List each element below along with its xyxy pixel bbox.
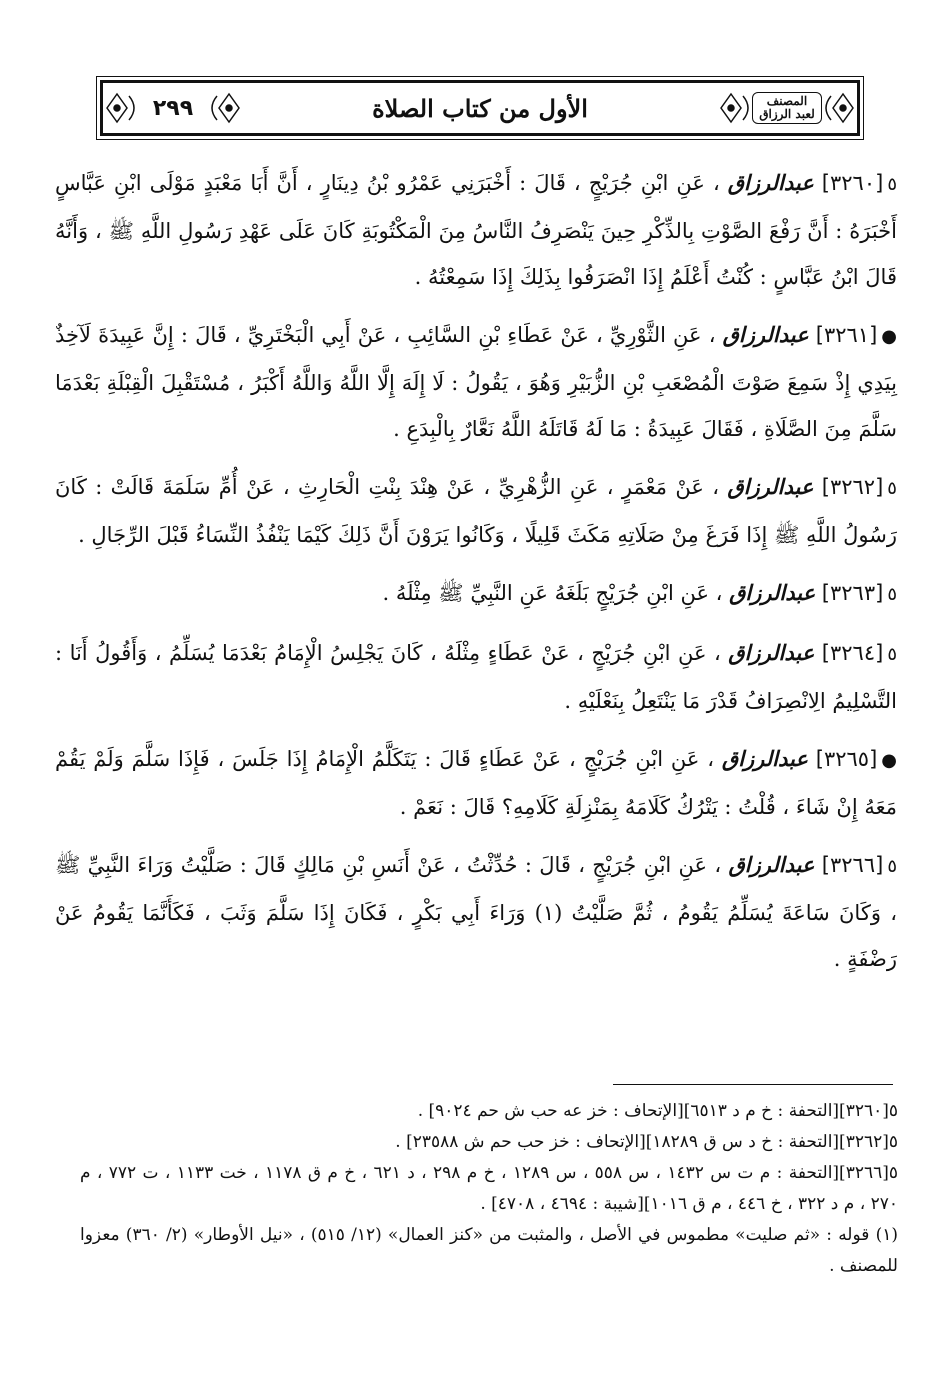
running-title: الأول من كتاب الصلاة: [372, 93, 588, 123]
footnote-divider: [613, 1084, 893, 1085]
hadith-entry: [55, 630, 897, 724]
hadith-number: [٣٢٦٣]: [821, 581, 884, 605]
hadith-text: ، عَنْ مَعْمَرٍ ، عَنِ الزُّهْرِيِّ ، عَنْ هِنْدَ بِنْتِ الْحَارِثِ ، عَنْ أُمِّ سَلَمَةَ قَالَتْ : كَانَ رَسُولُ اللَّهِ ﷺ إِذَا فَرَغَ مِنْ صَلَاتِهِ مَكَثَ قَلِيلًا ، وَكَانُوا يَرَوْنَ أَنَّ ذَلِكَ كَيْمَا يَنْفُذُ النِّسَاءُ قَبْلَ الرِّجَالِ .: [55, 475, 897, 547]
left-ornament: [103, 86, 243, 130]
hadith-text: ، عَنِ ابْنِ جُرَيْجٍ ، قَالَ : أَخْبَرَنِي عَمْرُو بْنُ دِينَارٍ ، أَنَّ أَبَا مَعْبَدٍ مَوْلَى ابْنِ عَبَّاسٍ أَخْبَرَهُ : أَنَّ رَفْعَ الصَّوْتِ بِالذِّكْرِ حِينَ يَنْصَرِفُ النَّاسُ مِنَ الْمَكْتُوبَةِ كَانَ عَلَى عَهْدِ رَسُولِ اللَّهِ ﷺ ، وَأَنَّهُ قَالَ ابْنُ عَبَّاسٍ : كُنْتُ أَعْلَمُ إِذَا انْصَرَفُوا بِذَلِكَ إِذَا سَمِعْتُهُ .: [55, 171, 897, 289]
hadith-number: [٣٢٦٤]: [821, 641, 884, 665]
entry-marker: ●: [881, 326, 897, 347]
hadith-number: [٣٢٦٠]: [821, 171, 884, 195]
main-text: [55, 160, 897, 994]
footnote: ٥[٣٢٦٠][التحفة : خ م د ٦٥١٣][الإتحاف : خز عه حب ش حم ٩٠٢٤] .: [417, 1101, 898, 1121]
hadith-text: ، عَنِ ابْنِ جُرَيْجٍ ، عَنْ عَطَاءٍ قَالَ : يَتَكَلَّمُ الْإِمَامُ إِذَا جَلَسَ ، فَإِذَا سَلَّمَ وَلَمْ يَقُمْ مَعَهُ إِنْ شَاءَ ، قُلْتُ : يَتْرُكُ كَلَامَهُ بِمَنْزِلَةِ كَلَامِهِ؟ قَالَ : نَعَمْ .: [55, 747, 897, 819]
hadith-text: ، عَنِ ابْنِ جُرَيْجٍ ، قَالَ : حُدِّثْتُ ، عَنْ أَنَسِ بْنِ مَالِكٍ قَالَ : صَلَّيْتُ وَرَاءَ النَّبِيِّ ﷺ ، وَكَانَ سَاعَةَ يُسَلِّمُ يَقُومُ ، ثُمَّ صَلَّيْتُ (١) وَرَاءَ أَبِي بَكْرٍ ، فَكَانَ إِذَا سَلَّمَ وَثَبَ ، فَكَأَنَّمَا يَقُومُ عَنْ رَضْفَةٍ .: [55, 853, 897, 971]
hadith-number: [٣٢٦٢]: [821, 475, 884, 499]
hadith-entry: [55, 842, 897, 982]
hadith-text: ، عَنِ ابْنِ جُرَيْجٍ ، عَنْ عَطَاءٍ مِثْلَهُ ، كَانَ يَجْلِسُ الْإِمَامُ بَعْدَمَا يُسَلِّمُ ، وَأَقُولُ أَنَا : التَّسْلِيمُ الِانْصِرَافُ قَدْرَ مَا يَنْتَعِلُ بِنَعْلَيْهِ .: [55, 641, 897, 713]
narrator-name: عبدالرزاق: [721, 746, 808, 771]
narrator-name: عبدالرزاق: [728, 852, 815, 877]
footnote: ٥[٣٢٦٦][التحفة : م ت س ١٤٣٢ ، س ٥٥٨ ، س ١٢٨٩ ، خ م ٢٩٨ ، د ٦٢١ ، خ م ق ١١٧٨ ، خت ١١٣٣ ، ت ٧٧٢ ، م ٢٧٠ ، م د ٣٢٢ ، خ ٤٤٦ ، م ق ١٠١٦][شيبة : ٤٦٩٤ ، ٤٧٠٨] .: [80, 1163, 899, 1214]
hadith-entry: [55, 160, 897, 300]
hadith-number: [٣٢٦٥]: [815, 747, 878, 771]
logo-line-1: المصنف: [766, 93, 808, 108]
footnotes: [80, 1096, 898, 1282]
entry-marker: ٥: [887, 644, 897, 665]
hadith-entry: [55, 736, 897, 830]
narrator-name: عبدالرزاق: [729, 580, 816, 605]
right-ornament: [717, 86, 857, 130]
book-logo: [752, 92, 822, 124]
entry-marker: ٥: [887, 478, 897, 499]
narrator-name: عبدالرزاق: [722, 322, 809, 347]
hadith-text: ، عَنِ ابْنِ جُرَيْجٍ بَلَغَهُ عَنِ النَّبِيِّ ﷺ مِثْلَهُ .: [382, 581, 723, 605]
entry-marker: ●: [881, 750, 897, 771]
footnote: (١) قوله : «ثم صليت» مطموس في الأصل ، والمثبت من «كنز العمال» (١٢/ ٥١٥) ، «نيل الأوطار» (٢/ ٣٦٠) معزوا للمصنف .: [80, 1225, 898, 1276]
hadith-entry: [55, 464, 897, 558]
page-header: [100, 80, 860, 136]
hadith-text: ، عَنِ الثَّوْرِيِّ ، عَنْ عَطَاءِ بْنِ السَّائِبِ ، عَنْ أَبِي الْبَخْتَرِيِّ ، قَالَ : إِنَّ عَبِيدَةَ لَآخِذٌ بِيَدِي إِذْ سَمِعَ صَوْتَ الْمُصْعَبِ بْنِ الزُّبَيْرِ وَهُوَ ، يَقُولُ : لَا إِلَهَ إِلَّا اللَّهُ وَاللَّهُ أَكْبَرُ ، مُسْتَقْبِلَ الْقِبْلَةِ بَعْدَمَا سَلَّمَ مِنَ الصَّلَاةِ ، فَقَالَ عَبِيدَةُ : مَا لَهُ قَاتَلَهُ اللَّهُ نَعَّارٌ بِالْبِدَعِ .: [55, 323, 897, 441]
entry-marker: ٥: [887, 856, 897, 877]
hadith-number: [٣٢٦٦]: [821, 853, 884, 877]
narrator-name: عبدالرزاق: [728, 640, 815, 665]
narrator-name: عبدالرزاق: [727, 474, 814, 499]
hadith-entry: [55, 570, 897, 618]
logo-line-2: لعبد الرزاق: [759, 107, 815, 121]
entry-marker: ٥: [887, 174, 897, 195]
page-number: ٢٩٩: [145, 96, 201, 121]
entry-marker: ٥: [887, 584, 897, 605]
narrator-name: عبدالرزاق: [727, 170, 814, 195]
hadith-entry: [55, 312, 897, 452]
hadith-number: [٣٢٦١]: [815, 323, 878, 347]
footnote: ٥[٣٢٦٢][التحفة : خ د س ق ١٨٢٨٩][الإتحاف : خز حب حم ش ٢٣٥٨٨] .: [395, 1132, 898, 1152]
